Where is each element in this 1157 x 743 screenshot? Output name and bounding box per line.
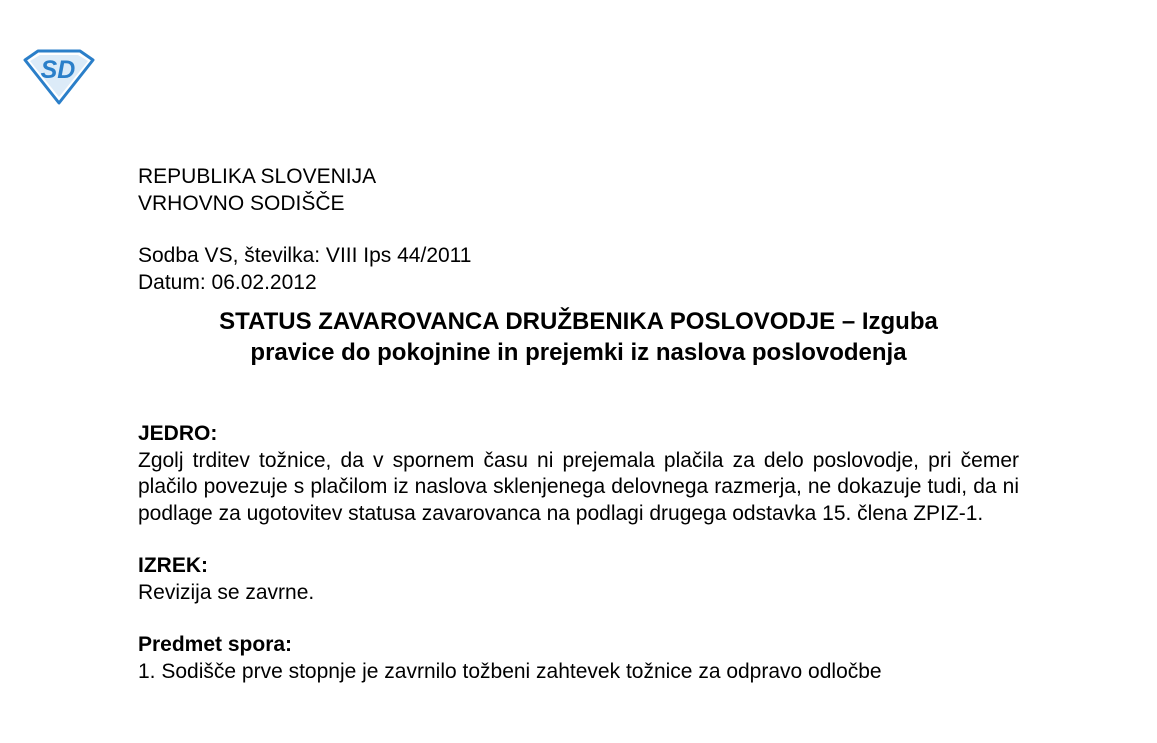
section-izrek <box>138 553 1019 606</box>
document-page <box>138 164 1019 685</box>
case-number: Sodba VS, številka: VIII Ips 44/2011 <box>138 244 472 267</box>
izrek-text: Revizija se zavrne. <box>138 580 315 604</box>
court-logo <box>22 48 96 106</box>
jedro-text: Zgolj trditev tožnice, da v spornem času ni prejemala plačila za delo poslovodje, pri čemer plačilo povezuje s plačilom iz naslova sklenjenega delovnega razmerja, ne dokazuje tudi, da ni podlage za ugotovitev statusa zavarovanca na podlagi drugega odstavka 15. člena ZPIZ-1. <box>138 448 1019 525</box>
izrek-heading: IZREK: <box>138 554 208 577</box>
header-country: REPUBLIKA SLOVENIJA <box>138 165 377 188</box>
section-predmet-spora <box>138 632 1019 685</box>
logo-letters: SD <box>40 56 76 84</box>
title-line-1: STATUS ZAVAROVANCA DRUŽBENIKA POSLOVODJE – Izguba <box>219 308 938 335</box>
header-court: VRHOVNO SODIŠČE <box>138 191 345 215</box>
predmet-text: 1. Sodišče prve stopnje je zavrnilo tožbeni zahtevek tožnice za odpravo odločbe <box>138 659 882 683</box>
predmet-heading: Predmet spora: <box>138 633 293 656</box>
title-line-2: pravice do pokojnine in prejemki iz naslova poslovodenja <box>250 339 907 366</box>
jedro-heading: JEDRO: <box>138 422 218 445</box>
document-title <box>138 306 1019 368</box>
section-jedro <box>138 421 1019 527</box>
case-date: Datum: 06.02.2012 <box>138 270 317 294</box>
